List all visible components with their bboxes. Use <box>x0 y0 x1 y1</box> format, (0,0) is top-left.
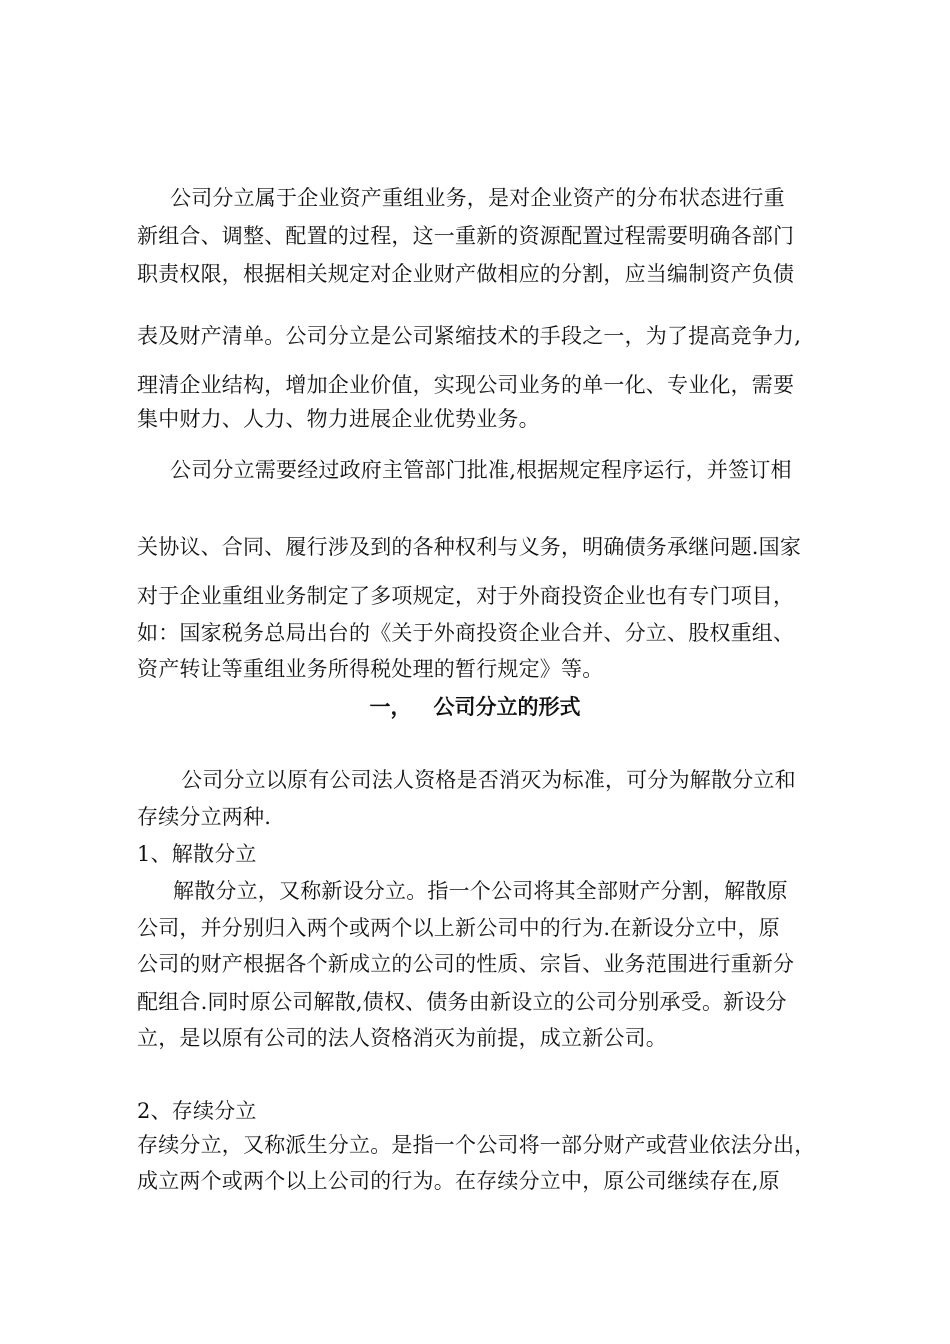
para3-line2: 存续分立两种. <box>137 805 272 829</box>
subsection1-line4: 配组合.同时原公司解散,债权、债务由新设立的公司分别承受。新设分 <box>137 990 787 1014</box>
para2-line2: 关协议、合同、履行涉及到的各种权利与义务，明确债务承继问题.国家 <box>137 535 802 559</box>
subsection1-title: 1、解散分立 <box>137 842 257 866</box>
subsection1-line2: 公司，并分别归入两个或两个以上新公司中的行为.在新设分立中，原 <box>137 916 780 940</box>
section-heading <box>0 693 950 721</box>
para3-line1: 公司分立以原有公司法人资格是否消灭为标准，可分为解散分立和 <box>181 768 796 792</box>
subsection2-line2: 成立两个或两个以上公司的行为。在存续分立中，原公司继续存在,原 <box>137 1169 780 1193</box>
subsection2-title: 2、存续分立 <box>137 1099 257 1123</box>
subsection1-line5: 立，是以原有公司的法人资格消灭为前提，成立新公司。 <box>137 1026 667 1050</box>
para2-line5: 资产转让等重组业务所得税处理的暂行规定》等。 <box>137 657 604 681</box>
para2-line4: 如：国家税务总局出台的《关于外商投资企业合并、分立、股权重组、 <box>137 621 795 645</box>
para1-line3: 职责权限，根据相关规定对企业财产做相应的分割，应当编制资产负债 <box>137 262 795 286</box>
para1-line2: 新组合、调整、配置的过程，这一重新的资源配置过程需要明确各部门 <box>137 224 795 248</box>
para2-line3: 对于企业重组业务制定了多项规定，对于外商投资企业也有专门项目， <box>137 584 795 608</box>
subsection1-line3: 公司的财产根据各个新成立的公司的性质、宗旨、业务范围进行重新分 <box>137 952 795 976</box>
subsection1-line1: 解散分立，又称新设分立。指一个公司将其全部财产分割，解散原 <box>173 879 788 903</box>
para1-line6: 集中财力、人力、物力进展企业优势业务。 <box>137 407 540 431</box>
para1-line4: 表及财产清单。公司分立是公司紧缩技术的手段之一，为了提高竞争力, <box>137 324 802 348</box>
para1-line5: 理清企业结构，增加企业价值，实现公司业务的单一化、专业化，需要 <box>137 373 795 397</box>
para1-line1: 公司分立属于企业资产重组业务，是对企业资产的分布状态进行重 <box>170 186 785 210</box>
section-title: 公司分立的形式 <box>433 694 581 719</box>
subsection2-line1: 存续分立，又称派生分立。是指一个公司将一部分财产或营业依法分出， <box>137 1133 816 1157</box>
section-number: 一， <box>369 694 412 719</box>
para2-line1: 公司分立需要经过政府主管部门批准,根据规定程序运行，并签订相 <box>170 458 792 482</box>
